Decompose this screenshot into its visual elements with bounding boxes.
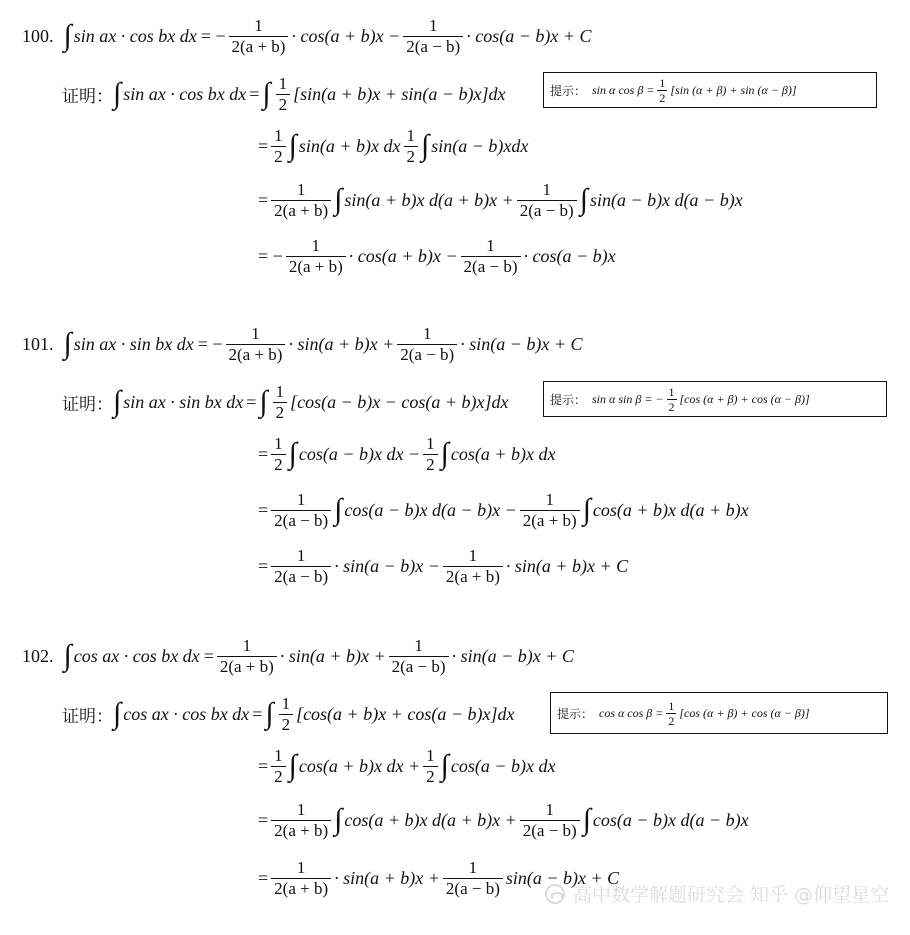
math-term: =	[258, 136, 269, 156]
hint-box-102	[550, 692, 888, 734]
integral-sign: ∫	[440, 436, 449, 470]
integral-sign: ∫	[421, 128, 430, 162]
fraction	[229, 16, 289, 57]
math-term: sin(a − b)x + C	[505, 868, 620, 888]
math-term: sin ax · sin bx dx	[123, 392, 244, 412]
numerator: 1	[668, 698, 675, 713]
math-term: cos(a − b)x d(a − b)x	[592, 810, 749, 830]
math-term: =	[258, 190, 269, 210]
math-term: =	[249, 84, 260, 104]
watermark	[545, 880, 889, 907]
fraction	[271, 746, 286, 787]
math-term: sin(a − b)xdx	[431, 136, 529, 156]
integral-sign: ∫	[259, 384, 268, 418]
fraction	[271, 546, 331, 587]
numerator: 1	[426, 746, 435, 765]
math-term: · cos(a − b)x + C	[466, 26, 592, 46]
denominator: 2	[271, 454, 286, 475]
math-term: sin(a + b)x d(a + b)x +	[344, 190, 514, 210]
integral-sign: ∫	[113, 76, 122, 110]
integral-sign: ∫	[582, 492, 591, 526]
math-term: [cos (α + β) + cos (α − β)]	[679, 705, 810, 720]
numerator: 1	[242, 636, 252, 655]
problem-number: 101.	[22, 334, 54, 354]
numerator: 1	[275, 382, 285, 401]
math-term: cos(a − b)x dx	[450, 756, 556, 776]
integral-sign: ∫	[288, 748, 297, 782]
problem-101-proof-first	[62, 382, 508, 423]
numerator: 1	[545, 490, 554, 509]
numerator: 1	[423, 324, 432, 343]
proof-label: 证明：	[62, 707, 113, 727]
numerator: 1	[254, 16, 263, 35]
math-term: cos(a + b)x d(a + b)x	[592, 500, 749, 520]
denominator: 2(a − b)	[389, 656, 449, 677]
problem-101-step-1	[258, 434, 555, 475]
problem-100-step-1	[258, 126, 528, 167]
denominator: 2(a + b)	[229, 36, 289, 57]
math-term: = −	[258, 246, 283, 266]
problem-number: 102.	[22, 646, 54, 666]
math-term: =	[258, 444, 269, 464]
math-term: = −	[197, 334, 223, 354]
math-term: · cos(a + b)x −	[348, 246, 458, 266]
math-term: [sin(a + b)x + sin(a − b)x]dx	[293, 84, 506, 104]
math-term: · sin(a − b)x −	[334, 556, 440, 576]
denominator: 2(a + b)	[443, 566, 503, 587]
math-term: [sin (α + β) + sin (α − β)]	[670, 82, 797, 97]
denominator: 2	[276, 94, 291, 115]
fraction	[276, 74, 291, 115]
math-term: cos(a − b)x d(a − b)x −	[344, 500, 517, 520]
integral-sign: ∫	[63, 18, 72, 52]
numerator: 1	[428, 16, 438, 35]
integral-sign: ∫	[63, 326, 72, 360]
math-term: cos ax · cos bx dx	[73, 646, 200, 666]
math-term: cos(a + b)x dx +	[298, 756, 421, 776]
numerator: 1	[426, 434, 435, 453]
numerator: 1	[545, 800, 554, 819]
numerator: 1	[274, 126, 283, 145]
denominator: 2(a − b)	[271, 566, 331, 587]
fraction	[657, 76, 667, 105]
integral-sign: ∫	[113, 696, 122, 730]
integral-sign: ∫	[579, 182, 588, 216]
math-term: · sin(a + b)x +	[288, 334, 395, 354]
math-term: sin(a − b)x d(a − b)x	[589, 190, 743, 210]
problem-100-statement	[22, 16, 591, 57]
fraction	[461, 236, 521, 277]
denominator: 2(a + b)	[217, 656, 277, 677]
math-term: =	[258, 756, 269, 776]
fraction	[271, 800, 331, 841]
fraction	[286, 236, 346, 277]
denominator: 2	[271, 146, 286, 167]
denominator: 2	[404, 146, 419, 167]
math-term: =	[246, 392, 257, 412]
problem-100-step-2	[258, 180, 743, 221]
math-term: · sin(a + b)x +	[334, 868, 440, 888]
integral-sign: ∫	[582, 802, 591, 836]
math-term: =	[252, 704, 263, 724]
denominator: 2	[659, 90, 666, 105]
problem-101-step-2	[258, 490, 749, 531]
math-term: cos ax · cos bx dx	[123, 704, 250, 724]
numerator: 1	[414, 636, 423, 655]
fraction	[443, 858, 503, 899]
math-term: sin α cos β =	[592, 82, 655, 97]
denominator: 2(a + b)	[520, 510, 580, 531]
integral-sign: ∫	[265, 696, 274, 730]
fraction	[423, 434, 438, 475]
watermark-text: 高中数学解题研究会 知乎 @仰望星空	[573, 884, 890, 906]
math-term: [cos (α + β) + cos (α − β)]	[679, 391, 810, 406]
integral-sign: ∫	[113, 384, 122, 418]
denominator: 2(a + b)	[286, 256, 346, 277]
wechat-icon	[545, 884, 565, 904]
denominator: 2	[273, 402, 288, 423]
denominator: 2	[271, 766, 286, 787]
denominator: 2(a + b)	[271, 878, 331, 899]
problem-100-proof-first	[62, 74, 505, 115]
math-term: · sin(a − b)x + C	[451, 646, 574, 666]
problem-102-proof-first	[62, 694, 514, 735]
numerator: 1	[486, 236, 495, 255]
numerator: 1	[406, 126, 415, 145]
fraction	[443, 546, 503, 587]
math-term: 提示：	[550, 392, 587, 407]
math-term: sin ax · cos bx dx	[123, 84, 247, 104]
problem-101-step-3	[258, 546, 628, 587]
denominator: 2(a − b)	[461, 256, 521, 277]
fraction	[273, 382, 288, 423]
math-term: cos(a − b)x dx −	[298, 444, 421, 464]
fraction	[520, 800, 580, 841]
integral-sign: ∫	[334, 492, 343, 526]
problem-102-step-1	[258, 746, 555, 787]
math-term: =	[258, 810, 269, 830]
integrand: sin ax · cos bx dx	[73, 26, 197, 46]
numerator: 1	[278, 74, 288, 93]
fraction	[271, 126, 286, 167]
denominator: 2	[668, 713, 675, 728]
math-term: =	[258, 556, 269, 576]
numerator: 1	[296, 180, 306, 199]
math-term: sin α sin β = −	[592, 391, 664, 406]
denominator: 2	[668, 399, 675, 414]
integral-sign: ∫	[334, 182, 343, 216]
fraction	[226, 324, 286, 365]
math-term: 提示：	[557, 706, 594, 721]
math-term: · cos(a − b)x	[523, 246, 616, 266]
math-term: · sin(a + b)x +	[279, 646, 386, 666]
fraction	[271, 180, 331, 221]
math-term: =	[203, 646, 214, 666]
math-term: = −	[200, 26, 226, 46]
denominator: 2(a + b)	[271, 200, 331, 221]
denominator: 2(a + b)	[226, 344, 286, 365]
proof-label: 证明：	[62, 395, 113, 415]
fraction	[404, 126, 419, 167]
denominator: 2(a − b)	[397, 344, 457, 365]
denominator: 2(a − b)	[517, 200, 577, 221]
numerator: 1	[542, 180, 551, 199]
hint-label: 提示：	[550, 83, 587, 98]
fraction	[423, 746, 438, 787]
problem-number: 100.	[22, 26, 54, 46]
denominator: 2(a + b)	[271, 820, 331, 841]
fraction	[389, 636, 449, 677]
numerator: 1	[251, 324, 260, 343]
denominator: 2(a − b)	[403, 36, 463, 57]
numerator: 1	[274, 746, 283, 765]
integral-sign: ∫	[63, 638, 72, 672]
integral-sign: ∫	[288, 128, 297, 162]
math-term: · sin(a − b)x + C	[460, 334, 583, 354]
fraction	[666, 699, 676, 728]
math-term: sin ax · sin bx dx	[73, 334, 194, 354]
integral-sign: ∫	[288, 436, 297, 470]
problem-102-statement	[22, 636, 574, 677]
fraction	[271, 858, 331, 899]
denominator: 2(a − b)	[443, 878, 503, 899]
fraction	[271, 434, 286, 475]
hint-box-101	[543, 381, 887, 417]
integral-sign: ∫	[262, 76, 271, 110]
math-term: cos α cos β =	[599, 705, 664, 720]
fraction	[279, 694, 294, 735]
math-term: cos(a + b)x d(a + b)x +	[344, 810, 517, 830]
numerator: 1	[274, 434, 283, 453]
math-term: · cos(a + b)x −	[291, 26, 401, 46]
fraction	[520, 490, 580, 531]
fraction	[517, 180, 577, 221]
problem-100-step-3	[258, 236, 616, 277]
fraction	[217, 636, 277, 677]
math-term: [cos(a − b)x − cos(a + b)x]dx	[290, 392, 509, 412]
numerator: 1	[468, 858, 478, 877]
numerator: 1	[311, 236, 321, 255]
proof-label: 证明：	[62, 87, 113, 107]
problem-101-statement	[22, 324, 583, 365]
numerator: 1	[296, 800, 306, 819]
math-term: =	[258, 868, 269, 888]
math-term: =	[258, 500, 269, 520]
problem-102-step-2	[258, 800, 749, 841]
fraction	[667, 385, 677, 414]
math-term: cos(a + b)x dx	[450, 444, 556, 464]
math-term: · sin(a + b)x + C	[505, 556, 629, 576]
denominator: 2(a − b)	[520, 820, 580, 841]
numerator: 1	[296, 546, 306, 565]
numerator: 1	[468, 546, 478, 565]
denominator: 2	[423, 454, 438, 475]
numerator: 1	[296, 858, 306, 877]
denominator: 2(a − b)	[271, 510, 331, 531]
integral-sign: ∫	[440, 748, 449, 782]
fraction	[403, 16, 463, 57]
integral-sign: ∫	[334, 802, 343, 836]
hint-box-100	[543, 72, 877, 108]
math-term: sin(a + b)x dx	[298, 136, 401, 156]
denominator: 2	[279, 714, 294, 735]
denominator: 2	[423, 766, 438, 787]
numerator: 1	[659, 75, 666, 90]
numerator: 1	[296, 490, 306, 509]
fraction	[271, 490, 331, 531]
math-term: [cos(a + b)x + cos(a − b)x]dx	[296, 704, 515, 724]
numerator: 1	[281, 694, 291, 713]
fraction	[397, 324, 457, 365]
numerator: 1	[668, 384, 675, 399]
